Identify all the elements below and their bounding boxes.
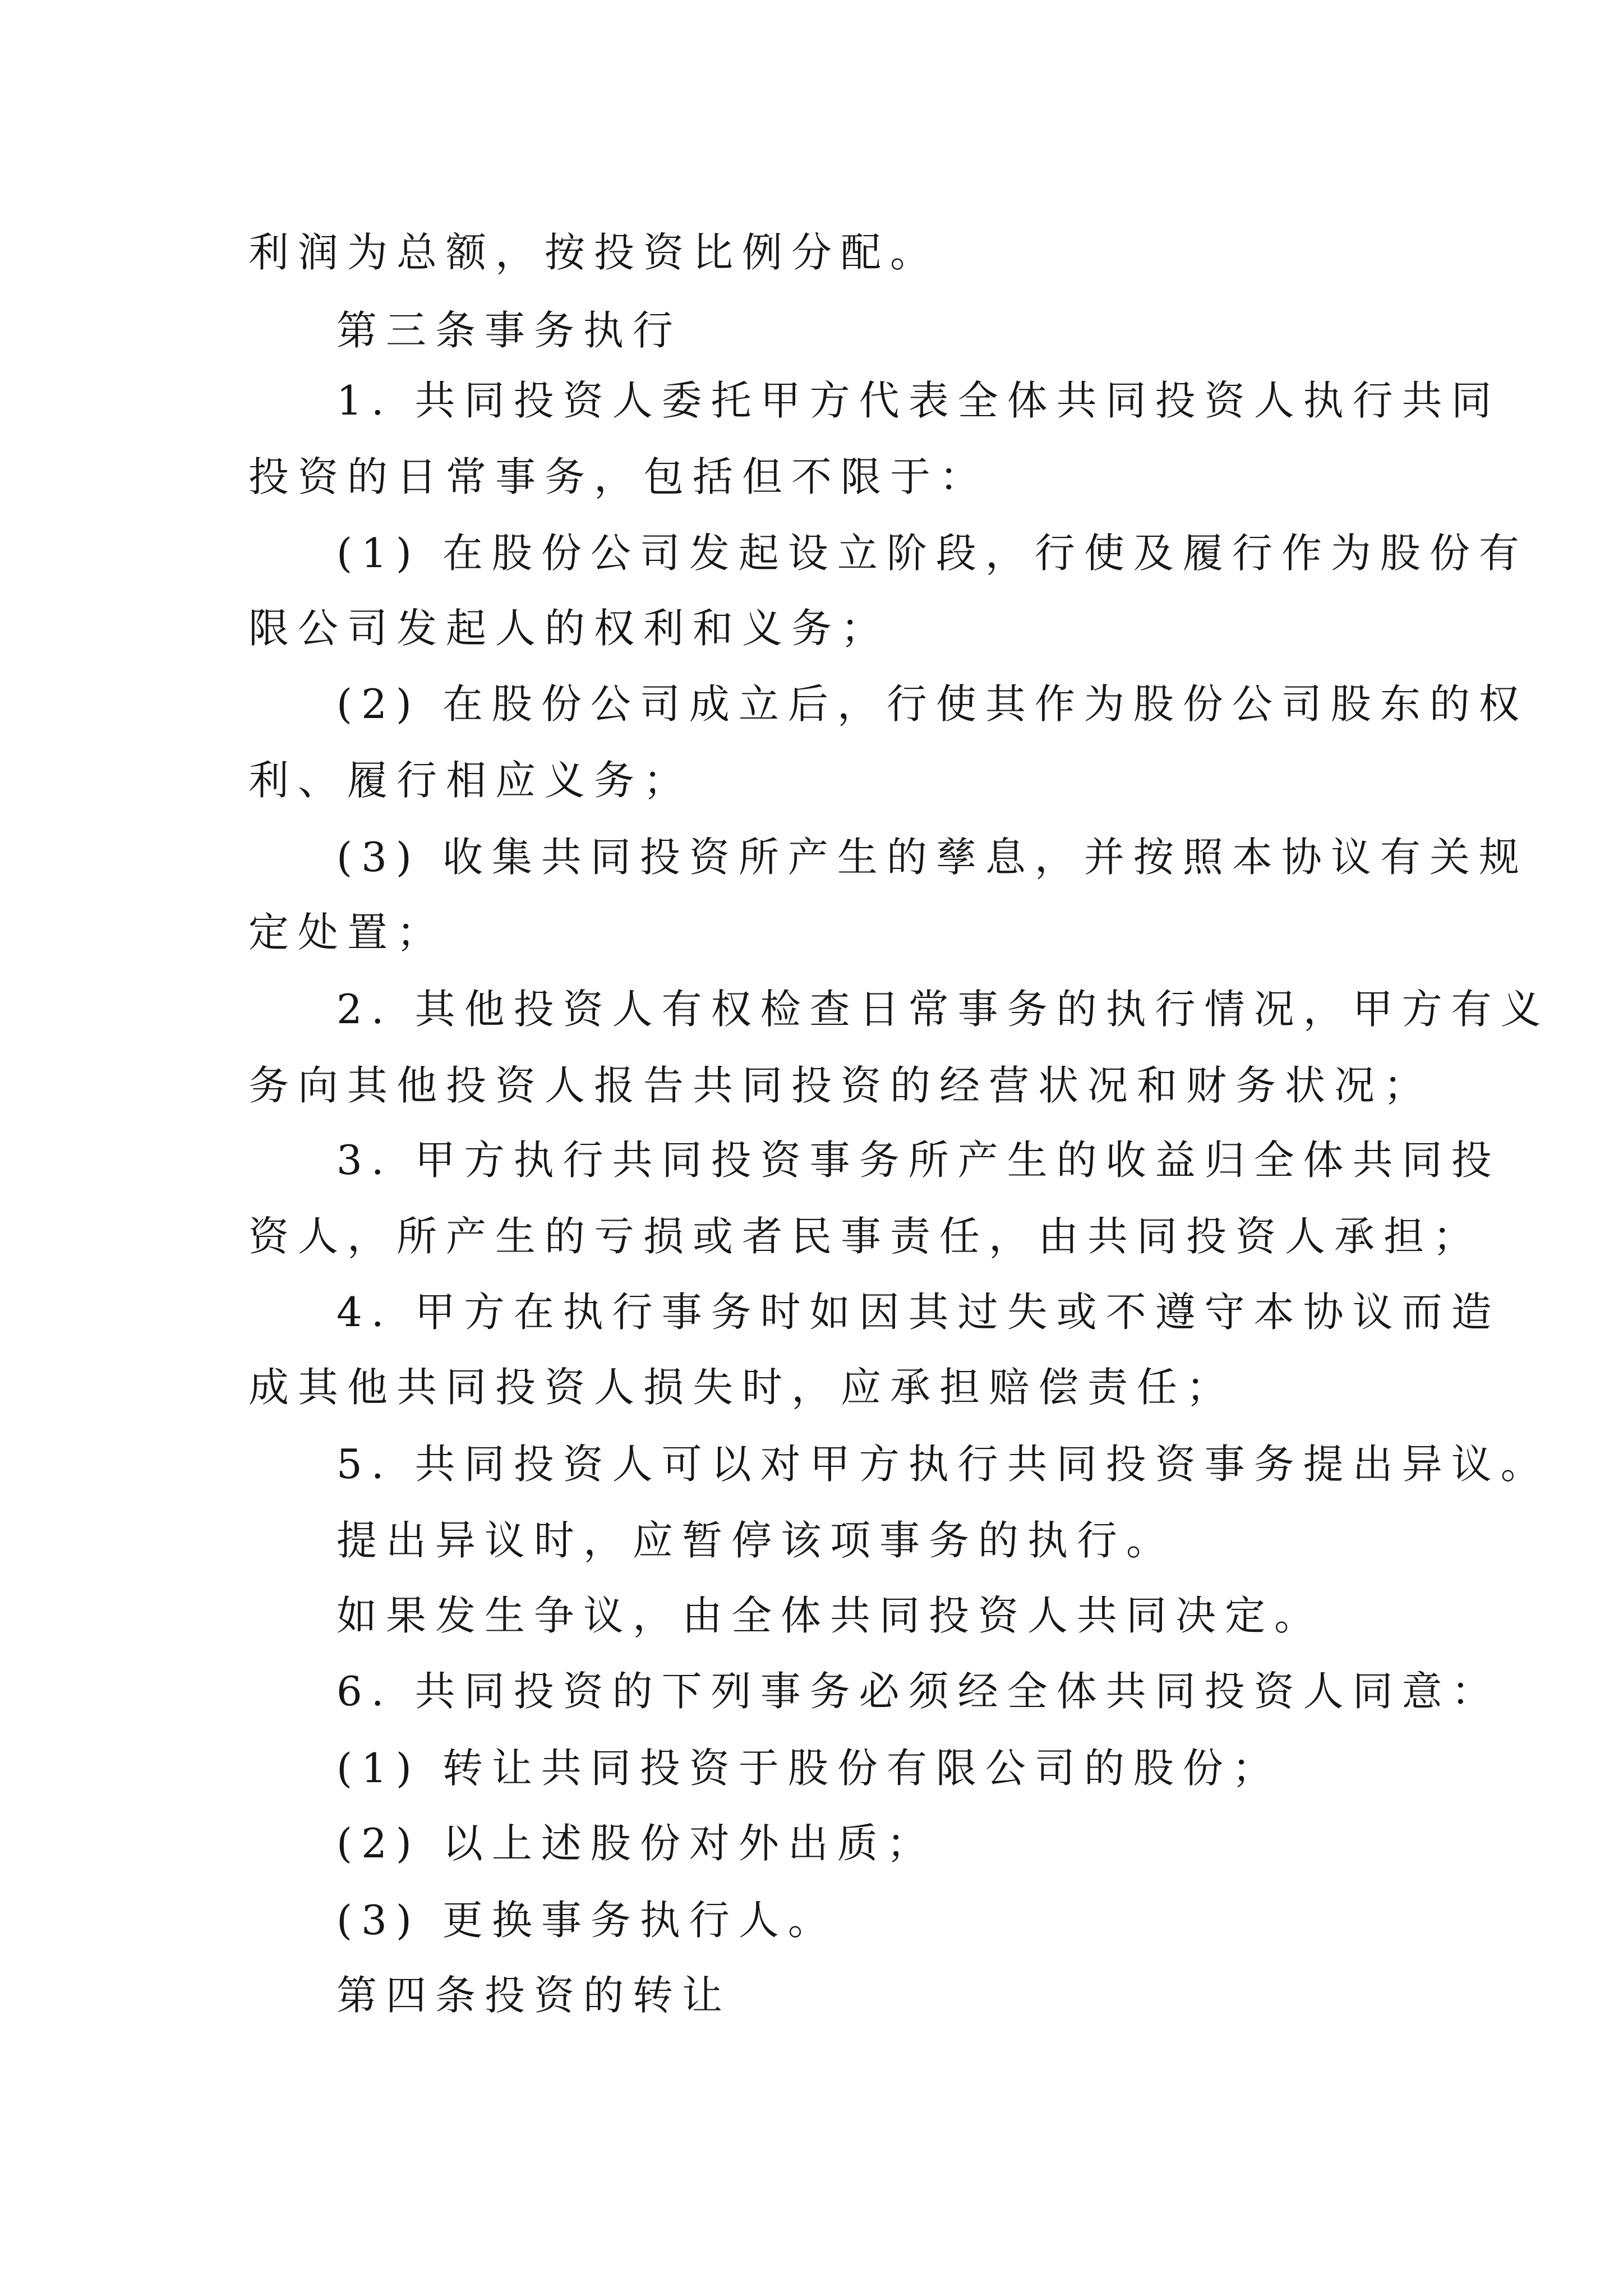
text-line-22: (2) 以上述股份对外出质； — [336, 1820, 936, 1867]
text-line-18: 提出异议时，应暂停该项事务的执行。 — [336, 1517, 1176, 1564]
text-line-21: (1) 转让共同投资于股份有限公司的股份； — [336, 1745, 1281, 1792]
text-line-14: 资人，所产生的亏损或者民事责任，由共同投资人承担； — [248, 1213, 1483, 1260]
text-line-5: (1) 在股份公司发起设立阶段，行使及履行作为股份有 — [336, 530, 1528, 577]
text-line-17: 5. 共同投资人可以对甲方执行共同投资事务提出异议。 — [336, 1441, 1550, 1488]
text-line-9: (3) 收集共同投资所产生的孳息，并按照本协议有关规 — [336, 834, 1528, 881]
text-line-13: 3. 甲方执行共同投资事务所产生的收益归全体共同投 — [336, 1137, 1501, 1184]
text-line-7: (2) 在股份公司成立后，行使其作为股份公司股东的权 — [336, 680, 1528, 728]
text-line-3: 1. 共同投资人委托甲方代表全体共同投资人执行共同 — [336, 377, 1501, 424]
text-line-4: 投资的日常事务，包括但不限于： — [248, 453, 989, 500]
section-heading-4: 第四条投资的转让 — [336, 1972, 732, 2019]
text-line-8: 利、履行相应义务； — [248, 757, 693, 804]
text-line-23: (3) 更换事务执行人。 — [336, 1897, 837, 1944]
text-line-16: 成其他共同投资人损失时，应承担赔偿责任； — [248, 1364, 1236, 1411]
text-line-20: 6. 共同投资的下列事务必须经全体共同投资人同意： — [336, 1668, 1501, 1715]
text-line-1: 利润为总额，按投资比例分配。 — [248, 229, 940, 276]
text-line-10: 定处置； — [248, 909, 446, 956]
text-line-12: 务向其他投资人报告共同投资的经营状况和财务状况； — [248, 1062, 1433, 1109]
text-line-6: 限公司发起人的权利和义务； — [248, 605, 891, 652]
section-heading-3: 第三条事务执行 — [336, 307, 683, 354]
text-line-19: 如果发生争议，由全体共同投资人共同决定。 — [336, 1592, 1324, 1639]
text-line-15: 4. 甲方在执行事务时如因其过失或不遵守本协议而造 — [336, 1289, 1501, 1336]
text-line-11: 2. 其他投资人有权检查日常事务的执行情况，甲方有义 — [336, 986, 1550, 1033]
